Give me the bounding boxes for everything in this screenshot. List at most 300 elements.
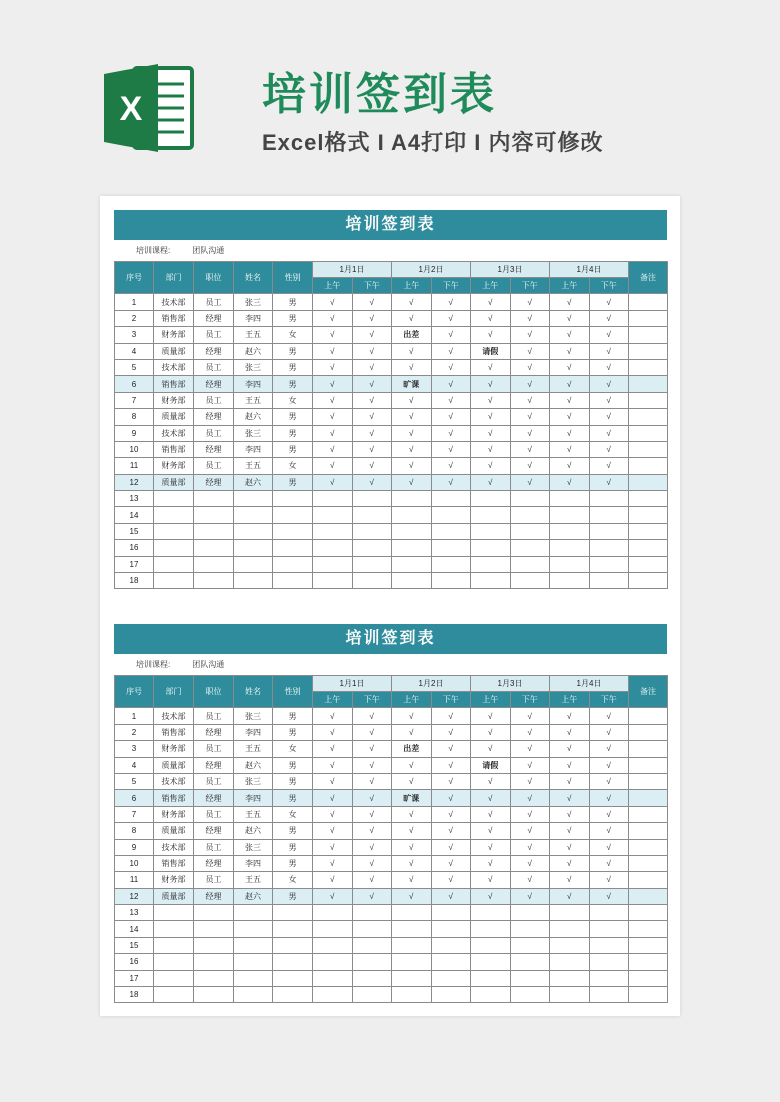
- cell-gender[interactable]: 男: [273, 409, 313, 425]
- cell-no[interactable]: 15: [115, 523, 154, 539]
- cell-dept[interactable]: 技术部: [154, 839, 194, 855]
- cell-gender[interactable]: 女: [273, 327, 313, 343]
- cell-attendance[interactable]: [352, 970, 392, 986]
- cell-attendance[interactable]: [313, 556, 353, 572]
- cell-gender[interactable]: 女: [273, 872, 313, 888]
- cell-attendance[interactable]: √: [313, 458, 353, 474]
- cell-no[interactable]: 13: [115, 905, 154, 921]
- cell-attendance[interactable]: √: [431, 458, 471, 474]
- cell-attendance[interactable]: [392, 556, 432, 572]
- cell-attendance[interactable]: [510, 523, 550, 539]
- cell-attendance[interactable]: √: [392, 708, 432, 724]
- cell-remark[interactable]: [629, 773, 668, 789]
- cell-attendance[interactable]: [352, 507, 392, 523]
- cell-gender[interactable]: 男: [273, 757, 313, 773]
- cell-attendance[interactable]: √: [471, 359, 511, 375]
- cell-attendance[interactable]: √: [313, 757, 353, 773]
- cell-attendance[interactable]: √: [589, 376, 629, 392]
- cell-attendance[interactable]: √: [352, 888, 392, 904]
- cell-attendance[interactable]: √: [471, 724, 511, 740]
- cell-no[interactable]: 2: [115, 724, 154, 740]
- cell-dept[interactable]: 财务部: [154, 458, 194, 474]
- cell-attendance[interactable]: √: [313, 839, 353, 855]
- cell-attendance[interactable]: 出差: [392, 741, 432, 757]
- cell-attendance[interactable]: √: [471, 888, 511, 904]
- cell-dept[interactable]: 技术部: [154, 425, 194, 441]
- cell-no[interactable]: 9: [115, 839, 154, 855]
- cell-position[interactable]: [194, 987, 234, 1003]
- cell-attendance[interactable]: √: [352, 790, 392, 806]
- cell-attendance[interactable]: √: [510, 458, 550, 474]
- cell-position[interactable]: 员工: [194, 294, 234, 310]
- cell-gender[interactable]: 男: [273, 823, 313, 839]
- cell-attendance[interactable]: √: [471, 294, 511, 310]
- cell-gender[interactable]: [273, 905, 313, 921]
- cell-no[interactable]: 1: [115, 294, 154, 310]
- cell-gender[interactable]: [273, 540, 313, 556]
- cell-attendance[interactable]: √: [313, 872, 353, 888]
- cell-name[interactable]: [234, 987, 273, 1003]
- cell-attendance[interactable]: [589, 987, 629, 1003]
- cell-attendance[interactable]: √: [352, 343, 392, 359]
- cell-attendance[interactable]: √: [510, 708, 550, 724]
- cell-gender[interactable]: [273, 954, 313, 970]
- cell-remark[interactable]: [629, 790, 668, 806]
- cell-attendance[interactable]: √: [352, 409, 392, 425]
- cell-remark[interactable]: [629, 310, 668, 326]
- cell-no[interactable]: 4: [115, 343, 154, 359]
- cell-attendance[interactable]: [313, 507, 353, 523]
- cell-attendance[interactable]: √: [392, 888, 432, 904]
- cell-no[interactable]: 3: [115, 741, 154, 757]
- cell-dept[interactable]: [154, 970, 194, 986]
- cell-gender[interactable]: 男: [273, 359, 313, 375]
- cell-attendance[interactable]: [510, 954, 550, 970]
- cell-position[interactable]: [194, 921, 234, 937]
- cell-attendance[interactable]: √: [550, 376, 590, 392]
- cell-attendance[interactable]: √: [471, 441, 511, 457]
- cell-name[interactable]: 赵六: [234, 474, 273, 490]
- cell-remark[interactable]: [629, 556, 668, 572]
- cell-attendance[interactable]: √: [510, 392, 550, 408]
- cell-remark[interactable]: [629, 823, 668, 839]
- cell-attendance[interactable]: 请假: [471, 343, 511, 359]
- cell-attendance[interactable]: √: [550, 806, 590, 822]
- cell-attendance[interactable]: √: [392, 310, 432, 326]
- cell-attendance[interactable]: √: [471, 409, 511, 425]
- cell-attendance[interactable]: √: [589, 708, 629, 724]
- cell-attendance[interactable]: √: [550, 724, 590, 740]
- cell-attendance[interactable]: [392, 491, 432, 507]
- cell-attendance[interactable]: √: [313, 409, 353, 425]
- cell-attendance[interactable]: √: [589, 872, 629, 888]
- cell-attendance[interactable]: √: [313, 343, 353, 359]
- cell-no[interactable]: 10: [115, 441, 154, 457]
- cell-attendance[interactable]: [550, 970, 590, 986]
- cell-attendance[interactable]: √: [510, 327, 550, 343]
- cell-position[interactable]: 经理: [194, 409, 234, 425]
- cell-name[interactable]: 王五: [234, 458, 273, 474]
- cell-position[interactable]: [194, 507, 234, 523]
- cell-name[interactable]: 张三: [234, 773, 273, 789]
- cell-attendance[interactable]: [471, 523, 511, 539]
- cell-no[interactable]: 12: [115, 474, 154, 490]
- cell-gender[interactable]: [273, 573, 313, 589]
- cell-attendance[interactable]: √: [589, 888, 629, 904]
- cell-attendance[interactable]: √: [313, 392, 353, 408]
- cell-dept[interactable]: 销售部: [154, 790, 194, 806]
- cell-attendance[interactable]: [431, 937, 471, 953]
- cell-attendance[interactable]: √: [352, 327, 392, 343]
- cell-attendance[interactable]: √: [510, 294, 550, 310]
- cell-position[interactable]: 经理: [194, 376, 234, 392]
- cell-dept[interactable]: [154, 491, 194, 507]
- cell-attendance[interactable]: √: [313, 806, 353, 822]
- course-value[interactable]: 团队沟通: [192, 660, 225, 669]
- cell-remark[interactable]: [629, 905, 668, 921]
- cell-attendance[interactable]: √: [589, 839, 629, 855]
- cell-attendance[interactable]: √: [550, 458, 590, 474]
- cell-attendance[interactable]: √: [510, 343, 550, 359]
- cell-dept[interactable]: 质量部: [154, 409, 194, 425]
- cell-attendance[interactable]: √: [352, 773, 392, 789]
- cell-attendance[interactable]: [392, 970, 432, 986]
- cell-attendance[interactable]: √: [431, 724, 471, 740]
- cell-attendance[interactable]: [431, 507, 471, 523]
- cell-attendance[interactable]: √: [392, 757, 432, 773]
- cell-attendance[interactable]: √: [392, 474, 432, 490]
- cell-dept[interactable]: 技术部: [154, 708, 194, 724]
- cell-attendance[interactable]: √: [589, 327, 629, 343]
- cell-attendance[interactable]: √: [313, 773, 353, 789]
- cell-remark[interactable]: [629, 954, 668, 970]
- cell-attendance[interactable]: [431, 573, 471, 589]
- cell-gender[interactable]: [273, 556, 313, 572]
- cell-attendance[interactable]: √: [431, 790, 471, 806]
- cell-attendance[interactable]: √: [589, 773, 629, 789]
- cell-remark[interactable]: [629, 921, 668, 937]
- cell-dept[interactable]: 财务部: [154, 806, 194, 822]
- cell-attendance[interactable]: [550, 491, 590, 507]
- cell-attendance[interactable]: √: [392, 392, 432, 408]
- cell-attendance[interactable]: √: [392, 425, 432, 441]
- cell-gender[interactable]: 男: [273, 708, 313, 724]
- cell-position[interactable]: 经理: [194, 823, 234, 839]
- cell-attendance[interactable]: √: [431, 294, 471, 310]
- cell-name[interactable]: 李四: [234, 724, 273, 740]
- cell-attendance[interactable]: √: [431, 888, 471, 904]
- cell-attendance[interactable]: [352, 540, 392, 556]
- cell-position[interactable]: 经理: [194, 855, 234, 871]
- cell-remark[interactable]: [629, 708, 668, 724]
- cell-attendance[interactable]: [510, 507, 550, 523]
- cell-dept[interactable]: [154, 954, 194, 970]
- cell-attendance[interactable]: √: [392, 806, 432, 822]
- cell-attendance[interactable]: √: [550, 441, 590, 457]
- cell-remark[interactable]: [629, 491, 668, 507]
- cell-attendance[interactable]: √: [352, 359, 392, 375]
- cell-dept[interactable]: 财务部: [154, 392, 194, 408]
- cell-name[interactable]: [234, 523, 273, 539]
- cell-dept[interactable]: 财务部: [154, 327, 194, 343]
- cell-attendance[interactable]: √: [313, 708, 353, 724]
- cell-attendance[interactable]: [550, 573, 590, 589]
- cell-attendance[interactable]: [431, 987, 471, 1003]
- cell-position[interactable]: 员工: [194, 392, 234, 408]
- cell-attendance[interactable]: √: [431, 359, 471, 375]
- cell-position[interactable]: [194, 937, 234, 953]
- cell-dept[interactable]: 销售部: [154, 441, 194, 457]
- cell-attendance[interactable]: [431, 523, 471, 539]
- cell-position[interactable]: 员工: [194, 773, 234, 789]
- cell-attendance[interactable]: √: [550, 773, 590, 789]
- cell-attendance[interactable]: [510, 556, 550, 572]
- cell-dept[interactable]: 质量部: [154, 888, 194, 904]
- cell-attendance[interactable]: [510, 937, 550, 953]
- cell-remark[interactable]: [629, 359, 668, 375]
- cell-attendance[interactable]: √: [510, 359, 550, 375]
- cell-attendance[interactable]: √: [431, 839, 471, 855]
- cell-attendance[interactable]: √: [510, 773, 550, 789]
- cell-gender[interactable]: 男: [273, 441, 313, 457]
- cell-attendance[interactable]: √: [589, 741, 629, 757]
- cell-attendance[interactable]: [352, 905, 392, 921]
- cell-attendance[interactable]: √: [313, 474, 353, 490]
- cell-attendance[interactable]: √: [589, 855, 629, 871]
- cell-attendance[interactable]: [471, 491, 511, 507]
- cell-attendance[interactable]: √: [589, 359, 629, 375]
- cell-attendance[interactable]: [352, 954, 392, 970]
- cell-remark[interactable]: [629, 987, 668, 1003]
- cell-attendance[interactable]: √: [431, 823, 471, 839]
- cell-gender[interactable]: 女: [273, 392, 313, 408]
- cell-dept[interactable]: 质量部: [154, 757, 194, 773]
- cell-attendance[interactable]: [313, 573, 353, 589]
- cell-attendance[interactable]: √: [313, 724, 353, 740]
- cell-attendance[interactable]: √: [510, 474, 550, 490]
- cell-attendance[interactable]: [510, 540, 550, 556]
- cell-attendance[interactable]: [550, 921, 590, 937]
- cell-dept[interactable]: 技术部: [154, 773, 194, 789]
- cell-position[interactable]: [194, 523, 234, 539]
- cell-attendance[interactable]: √: [510, 425, 550, 441]
- cell-attendance[interactable]: √: [550, 294, 590, 310]
- cell-dept[interactable]: [154, 921, 194, 937]
- cell-attendance[interactable]: √: [471, 376, 511, 392]
- cell-attendance[interactable]: √: [550, 839, 590, 855]
- cell-no[interactable]: 9: [115, 425, 154, 441]
- cell-attendance[interactable]: √: [510, 872, 550, 888]
- cell-attendance[interactable]: √: [550, 409, 590, 425]
- cell-attendance[interactable]: √: [550, 708, 590, 724]
- cell-attendance[interactable]: [352, 573, 392, 589]
- cell-attendance[interactable]: √: [352, 294, 392, 310]
- cell-position[interactable]: [194, 491, 234, 507]
- cell-attendance[interactable]: [471, 937, 511, 953]
- cell-remark[interactable]: [629, 872, 668, 888]
- cell-attendance[interactable]: √: [352, 724, 392, 740]
- cell-dept[interactable]: 销售部: [154, 376, 194, 392]
- cell-attendance[interactable]: [589, 921, 629, 937]
- cell-attendance[interactable]: [550, 954, 590, 970]
- cell-attendance[interactable]: [550, 556, 590, 572]
- cell-remark[interactable]: [629, 474, 668, 490]
- cell-attendance[interactable]: [471, 905, 511, 921]
- cell-name[interactable]: 王五: [234, 741, 273, 757]
- cell-attendance[interactable]: √: [510, 888, 550, 904]
- cell-attendance[interactable]: √: [392, 855, 432, 871]
- cell-name[interactable]: [234, 905, 273, 921]
- cell-dept[interactable]: 质量部: [154, 823, 194, 839]
- cell-no[interactable]: 6: [115, 376, 154, 392]
- cell-name[interactable]: 李四: [234, 855, 273, 871]
- cell-gender[interactable]: [273, 937, 313, 953]
- cell-attendance[interactable]: √: [313, 888, 353, 904]
- cell-attendance[interactable]: [313, 987, 353, 1003]
- cell-dept[interactable]: 技术部: [154, 359, 194, 375]
- cell-remark[interactable]: [629, 757, 668, 773]
- cell-gender[interactable]: [273, 970, 313, 986]
- cell-attendance[interactable]: √: [431, 425, 471, 441]
- cell-attendance[interactable]: [392, 921, 432, 937]
- cell-attendance[interactable]: [431, 540, 471, 556]
- cell-attendance[interactable]: [589, 573, 629, 589]
- cell-remark[interactable]: [629, 523, 668, 539]
- cell-no[interactable]: 14: [115, 921, 154, 937]
- cell-attendance[interactable]: [550, 540, 590, 556]
- cell-dept[interactable]: [154, 540, 194, 556]
- cell-attendance[interactable]: √: [352, 839, 392, 855]
- cell-name[interactable]: 王五: [234, 392, 273, 408]
- cell-attendance[interactable]: [313, 491, 353, 507]
- cell-remark[interactable]: [629, 327, 668, 343]
- cell-dept[interactable]: [154, 556, 194, 572]
- cell-remark[interactable]: [629, 441, 668, 457]
- cell-dept[interactable]: 质量部: [154, 343, 194, 359]
- cell-attendance[interactable]: √: [550, 359, 590, 375]
- cell-position[interactable]: 员工: [194, 872, 234, 888]
- cell-attendance[interactable]: √: [431, 741, 471, 757]
- cell-attendance[interactable]: [313, 970, 353, 986]
- cell-attendance[interactable]: √: [510, 757, 550, 773]
- cell-name[interactable]: 李四: [234, 310, 273, 326]
- cell-attendance[interactable]: √: [431, 474, 471, 490]
- cell-attendance[interactable]: [313, 937, 353, 953]
- cell-attendance[interactable]: [352, 523, 392, 539]
- cell-attendance[interactable]: [431, 921, 471, 937]
- cell-attendance[interactable]: √: [510, 790, 550, 806]
- cell-attendance[interactable]: [392, 507, 432, 523]
- cell-attendance[interactable]: √: [392, 872, 432, 888]
- cell-name[interactable]: [234, 970, 273, 986]
- cell-attendance[interactable]: [589, 954, 629, 970]
- cell-attendance[interactable]: √: [352, 376, 392, 392]
- cell-attendance[interactable]: √: [589, 441, 629, 457]
- cell-attendance[interactable]: √: [431, 343, 471, 359]
- cell-attendance[interactable]: √: [589, 806, 629, 822]
- cell-position[interactable]: 员工: [194, 327, 234, 343]
- cell-attendance[interactable]: √: [589, 474, 629, 490]
- cell-position[interactable]: 经理: [194, 310, 234, 326]
- cell-attendance[interactable]: √: [510, 741, 550, 757]
- cell-attendance[interactable]: √: [589, 458, 629, 474]
- cell-attendance[interactable]: [550, 507, 590, 523]
- cell-attendance[interactable]: [352, 556, 392, 572]
- cell-attendance[interactable]: √: [392, 359, 432, 375]
- cell-attendance[interactable]: √: [550, 888, 590, 904]
- cell-remark[interactable]: [629, 507, 668, 523]
- cell-name[interactable]: 张三: [234, 294, 273, 310]
- cell-attendance[interactable]: √: [589, 310, 629, 326]
- cell-attendance[interactable]: √: [313, 359, 353, 375]
- cell-name[interactable]: 张三: [234, 839, 273, 855]
- cell-attendance[interactable]: √: [471, 458, 511, 474]
- cell-remark[interactable]: [629, 724, 668, 740]
- cell-name[interactable]: [234, 491, 273, 507]
- cell-name[interactable]: 赵六: [234, 343, 273, 359]
- cell-attendance[interactable]: √: [313, 741, 353, 757]
- cell-position[interactable]: 员工: [194, 708, 234, 724]
- cell-attendance[interactable]: √: [550, 392, 590, 408]
- cell-attendance[interactable]: √: [550, 474, 590, 490]
- cell-attendance[interactable]: [589, 507, 629, 523]
- cell-attendance[interactable]: √: [392, 724, 432, 740]
- cell-attendance[interactable]: √: [550, 741, 590, 757]
- cell-dept[interactable]: 财务部: [154, 872, 194, 888]
- cell-attendance[interactable]: [392, 987, 432, 1003]
- cell-attendance[interactable]: [471, 507, 511, 523]
- cell-no[interactable]: 3: [115, 327, 154, 343]
- cell-attendance[interactable]: √: [510, 441, 550, 457]
- cell-attendance[interactable]: [431, 905, 471, 921]
- cell-attendance[interactable]: √: [471, 708, 511, 724]
- cell-gender[interactable]: 女: [273, 458, 313, 474]
- cell-attendance[interactable]: √: [431, 806, 471, 822]
- cell-attendance[interactable]: [313, 921, 353, 937]
- cell-attendance[interactable]: √: [313, 327, 353, 343]
- cell-attendance[interactable]: √: [352, 741, 392, 757]
- cell-no[interactable]: 11: [115, 872, 154, 888]
- cell-remark[interactable]: [629, 343, 668, 359]
- cell-attendance[interactable]: [550, 987, 590, 1003]
- cell-name[interactable]: 赵六: [234, 757, 273, 773]
- cell-attendance[interactable]: √: [431, 310, 471, 326]
- cell-gender[interactable]: [273, 921, 313, 937]
- cell-gender[interactable]: 女: [273, 806, 313, 822]
- cell-attendance[interactable]: √: [471, 310, 511, 326]
- cell-attendance[interactable]: √: [392, 839, 432, 855]
- cell-attendance[interactable]: √: [471, 741, 511, 757]
- cell-attendance[interactable]: √: [392, 441, 432, 457]
- cell-no[interactable]: 5: [115, 773, 154, 789]
- cell-name[interactable]: 张三: [234, 359, 273, 375]
- cell-attendance[interactable]: [510, 987, 550, 1003]
- cell-attendance[interactable]: [313, 523, 353, 539]
- cell-attendance[interactable]: [471, 540, 511, 556]
- cell-remark[interactable]: [629, 425, 668, 441]
- cell-dept[interactable]: 销售部: [154, 855, 194, 871]
- cell-attendance[interactable]: [589, 540, 629, 556]
- cell-position[interactable]: [194, 954, 234, 970]
- cell-attendance[interactable]: √: [352, 708, 392, 724]
- cell-attendance[interactable]: √: [392, 409, 432, 425]
- cell-name[interactable]: 赵六: [234, 888, 273, 904]
- cell-attendance[interactable]: √: [550, 790, 590, 806]
- cell-attendance[interactable]: √: [352, 823, 392, 839]
- cell-dept[interactable]: 财务部: [154, 741, 194, 757]
- cell-attendance[interactable]: √: [313, 310, 353, 326]
- cell-attendance[interactable]: √: [471, 327, 511, 343]
